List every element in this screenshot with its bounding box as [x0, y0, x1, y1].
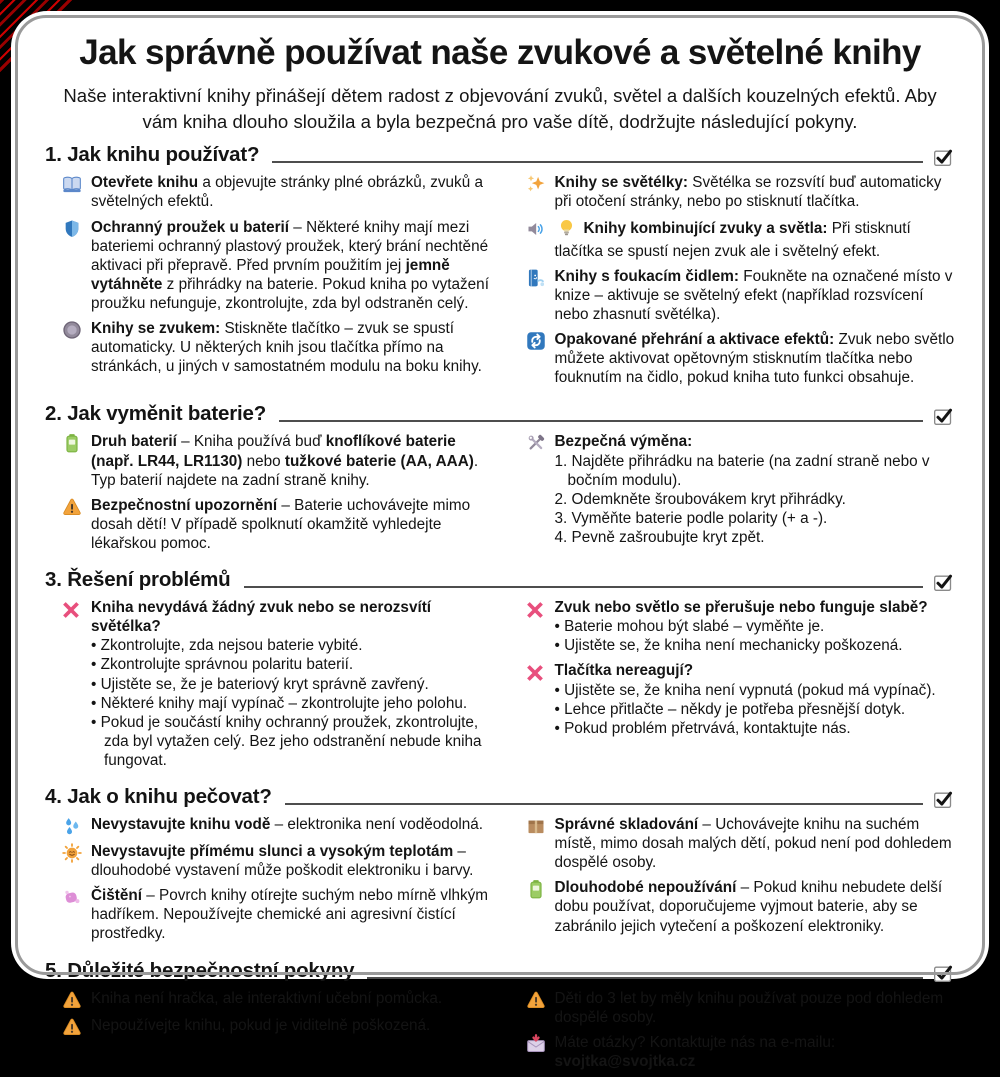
column [526, 598, 956, 776]
item-icon-gutter [526, 598, 547, 655]
item-paragraph [555, 815, 956, 872]
section-rule [367, 976, 923, 979]
section-rule [244, 585, 923, 588]
sound-button-icon [62, 320, 83, 340]
item-text-regular: Kniha není hračka, ale interaktivní učební pomůcka. [91, 989, 443, 1007]
item-text-bold: Správné skladování [554, 816, 699, 834]
item-text [555, 218, 956, 261]
sections [45, 143, 955, 1077]
item-icon-gutter [62, 319, 83, 376]
item-text-bold: Zvuk nebo světlo se přerušuje nebo funguje slabě? [554, 599, 928, 617]
section-columns [45, 432, 955, 559]
instruction-item [526, 330, 956, 387]
item-paragraph [555, 989, 956, 1027]
item-text-bold: Nevystavujte knihu vodě [91, 816, 271, 834]
item-list-line: • Pokud je součástí knihy ochranný proužek, zkontrolujte, zda byl vytažen celý. Bez jeho odstranění nebude kniha fungovat. [91, 713, 482, 769]
instruction-item [62, 496, 492, 553]
item-list-line: 3. Vyměňte baterie podle polarity (+ a -). [554, 509, 828, 527]
item-text [91, 432, 492, 489]
item-text-regular: Zvuk nebo světlo můžete aktivovat opětovným stisknutím tlačítka nebo fouknutím na čidlo, pokud kniha tuto funkci obsahuje. [554, 331, 955, 387]
item-text [91, 319, 492, 376]
column [526, 173, 956, 393]
item-text [555, 1033, 956, 1071]
item-paragraph [555, 330, 956, 387]
item-text-regular: – dlouhodobé vystavení může poškodit elektroniku i barvy. [91, 843, 474, 880]
leaflet-sheet [11, 11, 989, 1070]
warning-icon [526, 990, 547, 1010]
item-icon-gutter [526, 218, 547, 261]
instruction-item [526, 173, 956, 211]
item-icon-gutter [62, 173, 83, 211]
section-heading: 2. Jak vyměnit baterie? [45, 402, 267, 426]
item-paragraph [555, 878, 956, 935]
item-text-bold: Knihy kombinující zvuky a světla: [583, 219, 828, 237]
instruction-item [526, 815, 956, 872]
item-text-regular: – Některé knihy mají mezi bateriemi ochranný plastový proužek, který brání nechtěné aktivaci při přepravě. Před prvním použitím jej [91, 218, 489, 274]
item-icon-gutter [526, 267, 547, 324]
item-text-regular: – Povrch knihy otírejte suchým nebo mírně vlhkým hadříkem. Nepoužívejte chemické ani agresivní čistící prostředky. [91, 887, 489, 943]
checked-checkbox-icon [933, 789, 953, 809]
item-icon-gutter [526, 815, 547, 872]
item-text-bold: Kniha nevydává žádný zvuk nebo se nerozsvítí světélka? [91, 599, 432, 636]
item-list-line: • Ujistěte se, že je bateriový kryt správně zavřený. [91, 675, 429, 693]
column [62, 598, 492, 776]
item-paragraph [91, 173, 492, 211]
item-text-bold: jemně vytáhněte [91, 256, 450, 293]
item-icon-gutter [62, 598, 83, 770]
item-text-bold: Knihy se světélky: [554, 174, 688, 192]
column [62, 173, 492, 393]
item-list-line: • Zkontrolujte správnou polaritu baterií. [91, 656, 354, 674]
column [62, 989, 492, 1077]
tools-icon [526, 433, 547, 453]
item-paragraph [91, 989, 492, 1008]
warning-icon [62, 497, 83, 517]
instruction-item [526, 218, 956, 261]
item-icon-gutter [62, 886, 83, 943]
item-text-regular: – Uchovávejte knihu na suchém místě, mimo dosah malých dětí, pokud není pod dohledem dospělé osoby. [554, 816, 952, 872]
battery-icon [526, 879, 547, 899]
instruction-item [62, 1016, 492, 1037]
item-text-bold: Knihy s foukacím čidlem: [554, 267, 739, 285]
item-icon-gutter [62, 989, 83, 1010]
item-text-regular: Děti do 3 let by měly knihu používat pouze pod dohledem dospělé osoby. [554, 989, 944, 1026]
item-text-regular: . Typ baterií najdete na zadní straně knihy. [91, 452, 479, 489]
page-title: Jak správně používat naše zvukové a světelné knihy [79, 33, 921, 72]
item-text [555, 267, 956, 324]
item-icon-gutter [62, 432, 83, 489]
item-paragraph [555, 1033, 956, 1071]
item-icon-gutter [526, 989, 547, 1027]
instruction-item [62, 598, 492, 770]
item-paragraph [555, 218, 956, 261]
item-text [91, 1016, 492, 1037]
item-text-regular: Světélka se rozsvítí buď automaticky při otočení stránky, nebo po stisknutí tlačítka. [554, 174, 942, 211]
item-paragraph [91, 218, 492, 314]
item-icon-gutter [526, 173, 547, 211]
item-list-line: 1. Najděte přihrádku na baterie (na zadní straně nebo v bočním modulu). [554, 452, 930, 489]
item-text-regular: – Pokud knihu nebudete delší dobu používat, doporučujeme vyjmout baterie, aby se zabránilo jejich vytečení a poškození elektroniky. [554, 879, 943, 935]
item-paragraph [555, 173, 956, 211]
item-list-line: 2. Odemkněte šroubovákem kryt přihrádky. [554, 490, 846, 508]
shield-icon [62, 219, 83, 239]
item-text-regular: Při stisknutí tlačítka se spustí nejen zvuk ale i světelný efekt. [554, 219, 911, 260]
item-text [91, 218, 492, 314]
section-rule [279, 419, 923, 422]
item-paragraph [91, 432, 492, 489]
section-rule [285, 802, 923, 805]
battery-icon [62, 433, 83, 453]
item-icon-gutter [62, 815, 83, 836]
item-text-bold: Bezpečná výměna: [554, 433, 693, 451]
instruction-item [62, 173, 492, 211]
item-paragraph [555, 598, 956, 617]
item-text-regular: Nepoužívejte knihu, pokud je viditelně poškozená. [91, 1016, 431, 1034]
item-text-regular: z přihrádky na baterie. Pokud kniha po vytažení proužku nefunguje, zkontrolujte, zda byl odstraněn celý. [91, 275, 489, 312]
item-list-line: • Zkontrolujte, zda nejsou baterie vybité. [91, 637, 363, 655]
warning-icon [62, 990, 83, 1010]
section-columns [45, 989, 955, 1077]
item-icon-gutter [62, 842, 83, 880]
checked-checkbox-icon [933, 572, 953, 592]
item-text-bold: Opakované přehrání a aktivace efektů: [554, 331, 835, 349]
column [526, 432, 956, 559]
section-heading: 5. Důležité bezpečnostní pokyny [45, 958, 355, 982]
item-text [555, 598, 956, 655]
mail-icon [526, 1034, 547, 1054]
item-text [91, 496, 492, 553]
item-text [91, 173, 492, 211]
instruction-item [62, 432, 492, 489]
section-heading: 4. Jak o knihu pečovat? [45, 785, 272, 809]
instruction-item [526, 432, 956, 547]
section-columns [45, 598, 955, 776]
item-text-bold: svojtka@svojtka.cz [554, 1052, 696, 1070]
item-text [555, 432, 956, 547]
item-text-bold: Druh baterií [91, 433, 177, 451]
x-icon [62, 599, 83, 621]
item-text [555, 330, 956, 387]
instruction-item [526, 878, 956, 935]
item-text-regular: Máte otázky? Kontaktujte nás na e-mailu: [554, 1033, 836, 1051]
item-text [91, 598, 492, 770]
x-icon [526, 662, 547, 684]
item-text [91, 886, 492, 943]
item-text [91, 815, 492, 836]
column [526, 815, 956, 950]
item-text-bold: Otevřete knihu [91, 174, 199, 192]
instruction-item [62, 218, 492, 314]
instruction-item [526, 598, 956, 655]
water-drops-icon [62, 816, 83, 836]
section-columns [45, 173, 955, 393]
item-text [555, 878, 956, 935]
item-list-line: • Lehce přitlačte – někdy je potřeba přesnější dotyk. [554, 700, 906, 718]
x-icon [526, 599, 547, 621]
item-list-line: • Některé knihy mají vypínač – zkontrolujte jeho polohu. [91, 694, 468, 712]
item-icon-gutter [62, 1016, 83, 1037]
item-text-bold: Bezpečnostní upozornění [91, 496, 278, 514]
item-paragraph [91, 1016, 492, 1035]
instruction-item [526, 661, 956, 737]
item-icon-gutter [526, 1033, 547, 1071]
item-text-regular: a objevujte stránky plné obrázků, zvuků a světelných efektů. [91, 174, 483, 211]
item-text [555, 815, 956, 872]
section-header [45, 959, 955, 983]
instruction-item [62, 886, 492, 943]
item-list-line: • Ujistěte se, že kniha není vypnutá (pokud má vypínač). [554, 681, 936, 699]
package-icon [526, 816, 547, 836]
column [526, 989, 956, 1077]
item-text [555, 661, 956, 737]
light-bulb-icon [557, 218, 576, 242]
instruction-item [62, 989, 492, 1010]
item-icon-gutter [526, 330, 547, 387]
section-header [45, 568, 955, 592]
item-text-bold: Tlačítka nereagují? [554, 662, 694, 680]
section-heading: 1. Jak knihu používat? [45, 143, 260, 167]
section-header [45, 143, 955, 167]
item-paragraph [555, 661, 956, 680]
instruction-item [526, 1033, 956, 1071]
checked-checkbox-icon [933, 963, 953, 983]
soap-icon [62, 887, 83, 907]
item-text [555, 173, 956, 211]
item-text-bold: tužkové baterie (AA, AAA) [284, 452, 474, 470]
intro-text: Naše interaktivní knihy přinášejí dětem radost z objevování zvuků, světel a dalších kouzelných efektů. Aby vám kniha dlouho sloužila a byla bezpečná pro vaše dítě, dodržujte následující pokyny. [63, 85, 937, 132]
column [62, 815, 492, 950]
item-text [555, 989, 956, 1027]
checked-checkbox-icon [933, 147, 953, 167]
instruction-item [526, 989, 956, 1027]
instruction-item [62, 842, 492, 880]
column [62, 432, 492, 559]
section-header [45, 402, 955, 426]
section-header [45, 785, 955, 809]
sun-icon [62, 843, 83, 863]
item-icon-gutter [62, 218, 83, 314]
section-heading: 3. Řešení problémů [45, 568, 231, 592]
sparkles-icon [526, 174, 547, 194]
item-text-bold: Dlouhodobé nepoužívání [554, 879, 737, 897]
item-paragraph [91, 496, 492, 553]
item-text-bold: Čištění [91, 887, 142, 905]
section-columns [45, 815, 955, 950]
item-paragraph [91, 319, 492, 376]
item-text-regular: Stiskněte tlačítko – zvuk se spustí automaticky. U některých knih jsou tlačítka přímo na stránkách, u jiných v samostatném modulu na boku knihy. [91, 320, 482, 376]
section-rule [272, 160, 923, 163]
instruction-item [526, 267, 956, 324]
item-text-bold: knoflíkové baterie (např. LR44, LR1130) [91, 433, 456, 470]
item-paragraph [555, 267, 956, 324]
item-text-regular: – Kniha používá buď [176, 433, 326, 451]
item-text-regular: – elektronika není voděodolná. [270, 816, 483, 834]
item-icon-gutter [526, 661, 547, 737]
item-paragraph [91, 842, 492, 880]
item-icon-gutter [526, 878, 547, 935]
item-list-line: • Pokud problém přetrvává, kontaktujte nás. [554, 719, 851, 737]
item-icon-gutter [526, 432, 547, 547]
item-text-bold: Ochranný proužek u baterií [91, 218, 290, 236]
speaker-icon [526, 219, 547, 239]
warning-icon [62, 1017, 83, 1037]
instruction-item [62, 815, 492, 836]
item-list-line: • Baterie mohou být slabé – vyměňte je. [554, 618, 825, 636]
item-text [91, 989, 492, 1010]
instruction-item [62, 319, 492, 376]
repeat-icon [526, 331, 547, 351]
checked-checkbox-icon [933, 406, 953, 426]
item-paragraph [91, 886, 492, 943]
item-list-line: 4. Pevně zašroubujte kryt zpět. [554, 528, 765, 546]
item-text-bold: Nevystavujte přímému slunci a vysokým teplotám [91, 843, 454, 861]
blow-sensor-icon [526, 268, 547, 288]
open-book-icon [62, 174, 83, 194]
item-icon-gutter [62, 496, 83, 553]
item-paragraph [91, 815, 492, 834]
item-text-regular: – Baterie uchovávejte mimo dosah dětí! V případě spolknutí okamžitě vyhledejte lékařskou pomoc. [91, 496, 471, 552]
item-list-line: • Ujistěte se, že kniha není mechanicky poškozená. [554, 637, 903, 655]
item-text [91, 842, 492, 880]
item-text-regular: nebo [242, 452, 285, 470]
item-text-regular: Foukněte na označené místo v knize – aktivuje se světelný efekt (například rozsvícení nebo zhasnutí světélka). [554, 267, 953, 323]
item-paragraph [555, 432, 956, 451]
item-text-bold: Knihy se zvukem: [91, 320, 221, 338]
item-paragraph [91, 598, 492, 636]
